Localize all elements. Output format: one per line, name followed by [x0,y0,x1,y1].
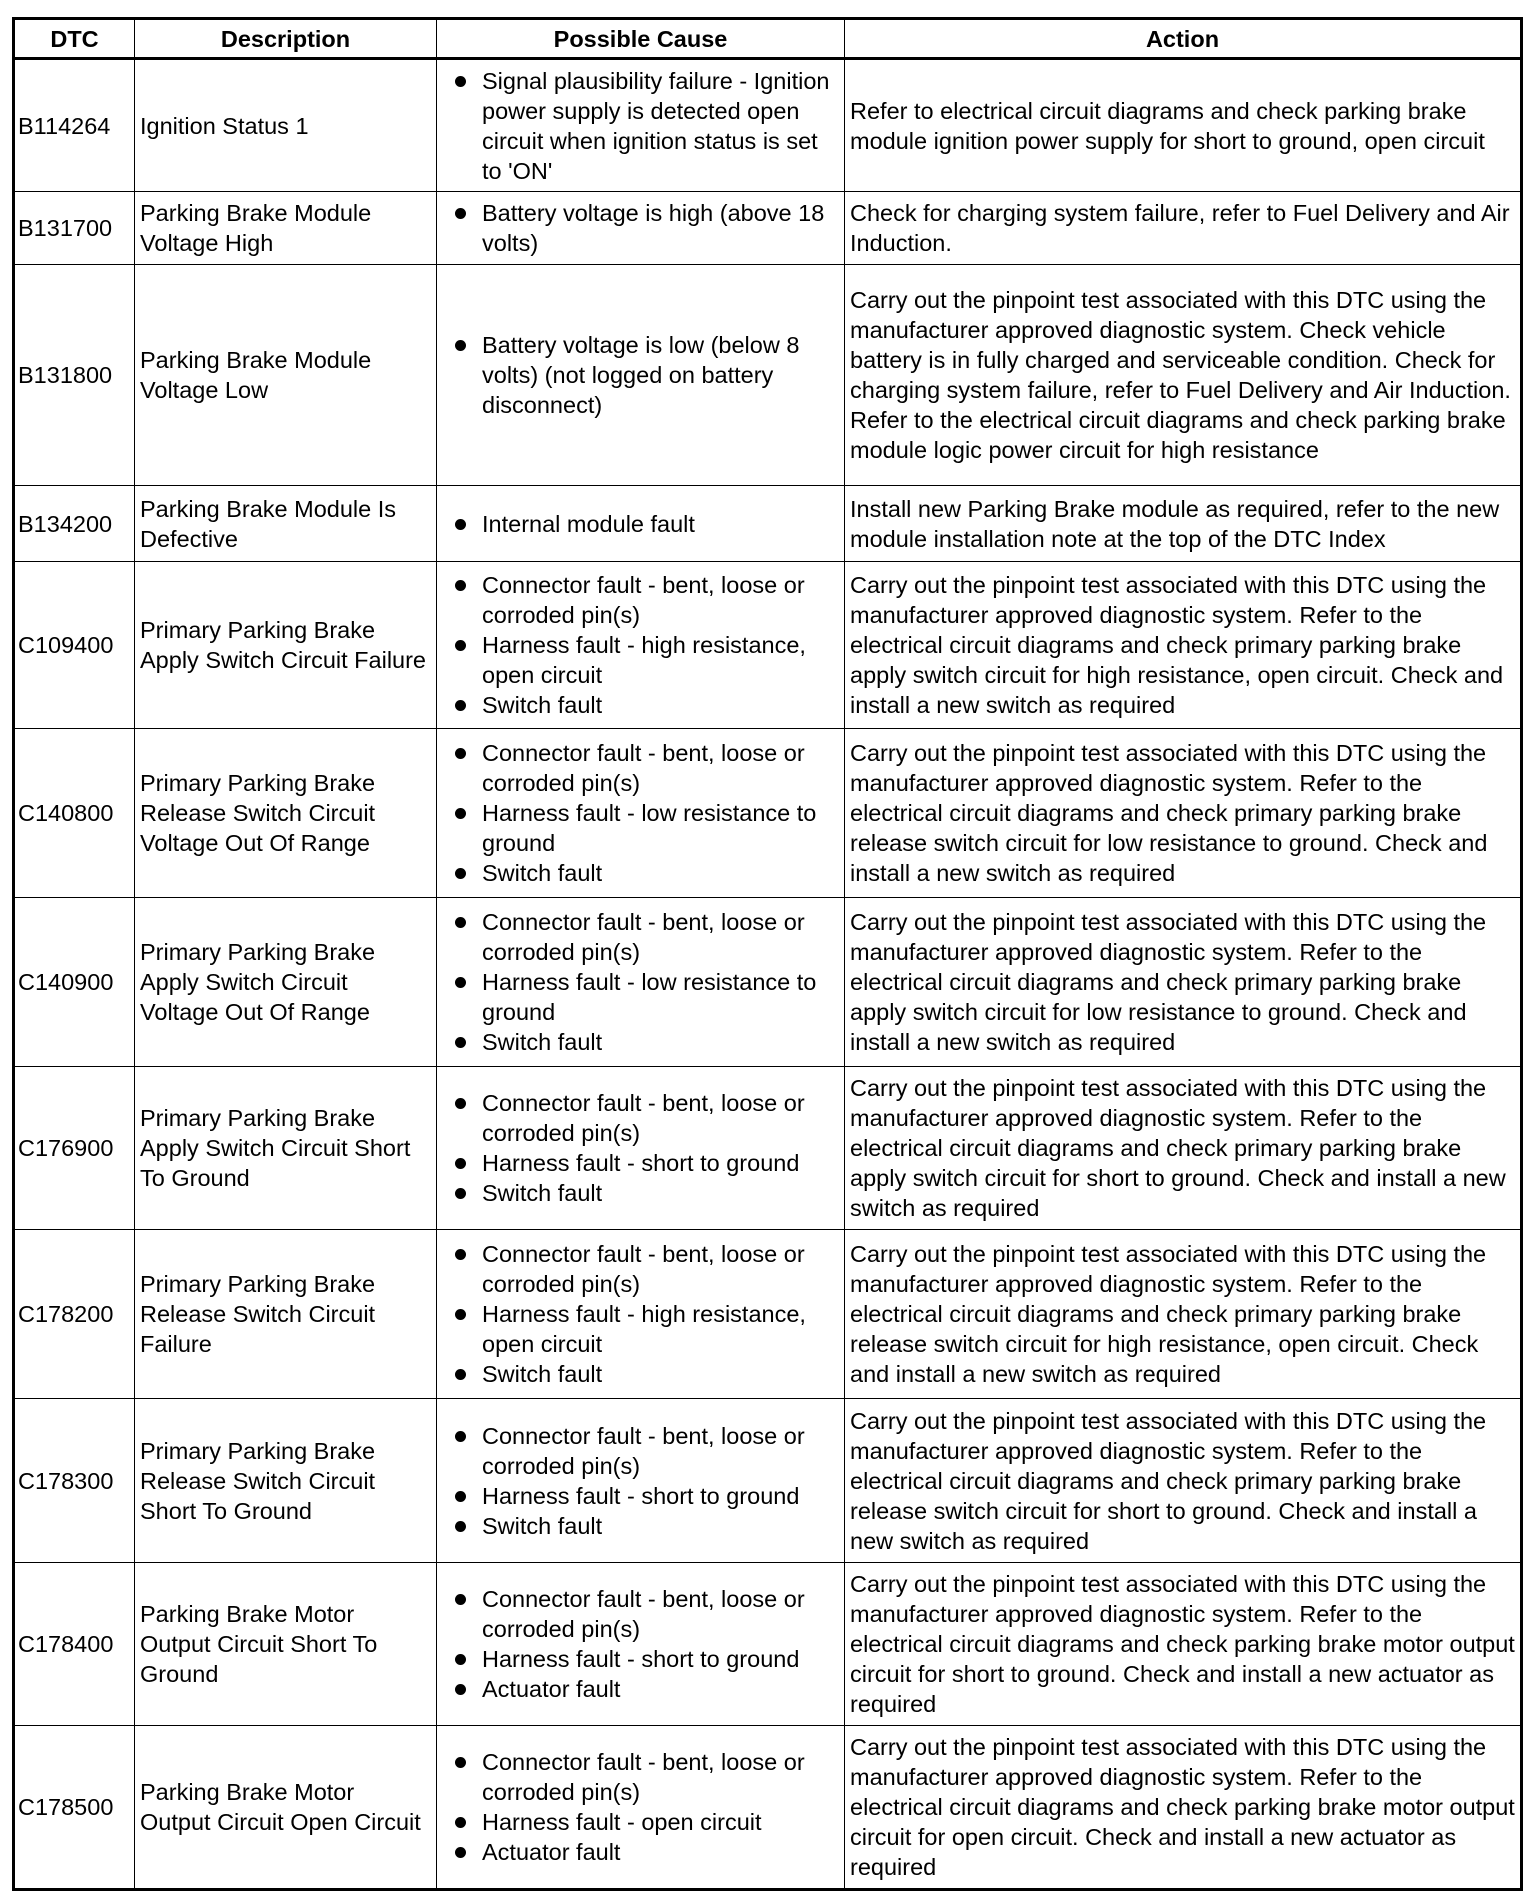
dtc-code: C178500 [14,1726,135,1890]
table-row [14,1726,1522,1890]
cause-item: Connector fault - bent, loose or corroded pin(s) [442,738,839,798]
cause-item: Signal plausibility failure - Ignition power supply is detected open circuit when ignition status is set to 'ON' [442,66,839,186]
table-row [14,1399,1522,1563]
table-row [14,562,1522,729]
cause-item: Connector fault - bent, loose or corroded pin(s) [442,1584,839,1644]
action: Carry out the pinpoint test associated with this DTC using the manufacturer approved diagnostic system. Refer to the electrical circuit diagrams and check primary parking brake release switch circuit for short to ground. Check and install a new switch as required [845,1399,1522,1563]
header-dtc: DTC [14,19,135,59]
possible-causes [437,486,845,562]
possible-causes [437,265,845,486]
cause-list [442,1239,839,1389]
cause-item: Connector fault - bent, loose or corroded pin(s) [442,1239,839,1299]
description: Primary Parking Brake Apply Switch Circuit Short To Ground [135,1067,437,1230]
cause-item: Connector fault - bent, loose or corroded pin(s) [442,907,839,967]
cause-item: Actuator fault [442,1674,839,1704]
cause-list [442,198,839,258]
description: Parking Brake Module Is Defective [135,486,437,562]
description: Primary Parking Brake Release Switch Circuit Short To Ground [135,1399,437,1563]
description: Parking Brake Motor Output Circuit Short To Ground [135,1563,437,1726]
table-row [14,265,1522,486]
dtc-code: B114264 [14,59,135,192]
action: Refer to electrical circuit diagrams and check parking brake module ignition power supply for short to ground, open circuit [845,59,1522,192]
possible-causes [437,1230,845,1399]
table-row [14,1230,1522,1399]
cause-item: Actuator fault [442,1837,839,1867]
description: Primary Parking Brake Apply Switch Circuit Voltage Out Of Range [135,898,437,1067]
dtc-code: C109400 [14,562,135,729]
cause-item: Switch fault [442,1511,839,1541]
possible-causes [437,898,845,1067]
dtc-code: B131800 [14,265,135,486]
dtc-code: C178300 [14,1399,135,1563]
header-action: Action [845,19,1522,59]
action: Carry out the pinpoint test associated with this DTC using the manufacturer approved diagnostic system. Refer to the electrical circuit diagrams and check primary parking brake apply switch circuit for low resistance to ground. Check and install a new switch as required [845,898,1522,1067]
description: Primary Parking Brake Release Switch Circuit Failure [135,1230,437,1399]
dtc-code: C178400 [14,1563,135,1726]
cause-item: Connector fault - bent, loose or corroded pin(s) [442,570,839,630]
action: Carry out the pinpoint test associated with this DTC using the manufacturer approved diagnostic system. Refer to the electrical circuit diagrams and check primary parking brake apply switch circuit for high resistance, open circuit. Check and install a new switch as required [845,562,1522,729]
action: Check for charging system failure, refer to Fuel Delivery and Air Induction. [845,192,1522,265]
action: Carry out the pinpoint test associated with this DTC using the manufacturer approved diagnostic system. Refer to the electrical circuit diagrams and check primary parking brake release switch circuit for low resistance to ground. Check and install a new switch as required [845,729,1522,898]
cause-item: Battery voltage is low (below 8 volts) (not logged on battery disconnect) [442,330,839,420]
dtc-code: B134200 [14,486,135,562]
possible-causes [437,1399,845,1563]
possible-causes [437,59,845,192]
cause-list [442,509,839,539]
possible-causes [437,1067,845,1230]
possible-causes [437,1563,845,1726]
dtc-code: B131700 [14,192,135,265]
cause-list [442,330,839,420]
cause-item: Switch fault [442,1027,839,1057]
cause-item: Harness fault - open circuit [442,1807,839,1837]
cause-item: Connector fault - bent, loose or corroded pin(s) [442,1088,839,1148]
action: Install new Parking Brake module as required, refer to the new module installation note at the top of the DTC Index [845,486,1522,562]
action: Carry out the pinpoint test associated with this DTC using the manufacturer approved diagnostic system. Refer to the electrical circuit diagrams and check primary parking brake release switch circuit for high resistance, open circuit. Check and install a new switch as required [845,1230,1522,1399]
cause-item: Switch fault [442,1359,839,1389]
description: Primary Parking Brake Apply Switch Circuit Failure [135,562,437,729]
description: Ignition Status 1 [135,59,437,192]
cause-item: Connector fault - bent, loose or corroded pin(s) [442,1421,839,1481]
dtc-code: C176900 [14,1067,135,1230]
description: Parking Brake Motor Output Circuit Open Circuit [135,1726,437,1890]
action: Carry out the pinpoint test associated with this DTC using the manufacturer approved diagnostic system. Refer to the electrical circuit diagrams and check primary parking brake apply switch circuit for short to ground. Check and install a new switch as required [845,1067,1522,1230]
cause-item: Harness fault - high resistance, open circuit [442,630,839,690]
action: Carry out the pinpoint test associated with this DTC using the manufacturer approved diagnostic system. Check vehicle battery is in fully charged and serviceable condition. Check for charging system failure, refer to Fuel Delivery and Air Induction. Refer to the electrical circuit diagrams and check parking brake module logic power circuit for high resistance [845,265,1522,486]
possible-causes [437,192,845,265]
cause-item: Harness fault - short to ground [442,1148,839,1178]
header-possible-cause: Possible Cause [437,19,845,59]
possible-causes [437,562,845,729]
cause-list [442,738,839,888]
description: Primary Parking Brake Release Switch Circuit Voltage Out Of Range [135,729,437,898]
action: Carry out the pinpoint test associated with this DTC using the manufacturer approved diagnostic system. Refer to the electrical circuit diagrams and check parking brake motor output circuit for open circuit. Check and install a new actuator as required [845,1726,1522,1890]
table-row [14,898,1522,1067]
cause-item: Battery voltage is high (above 18 volts) [442,198,839,258]
cause-list [442,66,839,186]
table-row [14,1067,1522,1230]
table-row [14,59,1522,192]
table-row [14,1563,1522,1726]
cause-item: Harness fault - high resistance, open circuit [442,1299,839,1359]
table-row [14,192,1522,265]
cause-list [442,1584,839,1704]
cause-item: Switch fault [442,690,839,720]
dtc-code: C178200 [14,1230,135,1399]
table-row [14,729,1522,898]
table-row [14,486,1522,562]
cause-item: Harness fault - short to ground [442,1644,839,1674]
header-row [14,19,1522,59]
dtc-code: C140800 [14,729,135,898]
cause-list [442,1421,839,1541]
cause-list [442,570,839,720]
action: Carry out the pinpoint test associated with this DTC using the manufacturer approved diagnostic system. Refer to the electrical circuit diagrams and check parking brake motor output circuit for short to ground. Check and install a new actuator as required [845,1563,1522,1726]
cause-item: Switch fault [442,1178,839,1208]
cause-list [442,1747,839,1867]
header-description: Description [135,19,437,59]
description: Parking Brake Module Voltage Low [135,265,437,486]
cause-item: Harness fault - low resistance to ground [442,798,839,858]
cause-list [442,907,839,1057]
dtc-code: C140900 [14,898,135,1067]
possible-causes [437,729,845,898]
cause-item: Connector fault - bent, loose or corroded pin(s) [442,1747,839,1807]
cause-item: Harness fault - low resistance to ground [442,967,839,1027]
cause-list [442,1088,839,1208]
cause-item: Internal module fault [442,509,839,539]
possible-causes [437,1726,845,1890]
cause-item: Switch fault [442,858,839,888]
cause-item: Harness fault - short to ground [442,1481,839,1511]
description: Parking Brake Module Voltage High [135,192,437,265]
dtc-table [12,17,1523,1891]
